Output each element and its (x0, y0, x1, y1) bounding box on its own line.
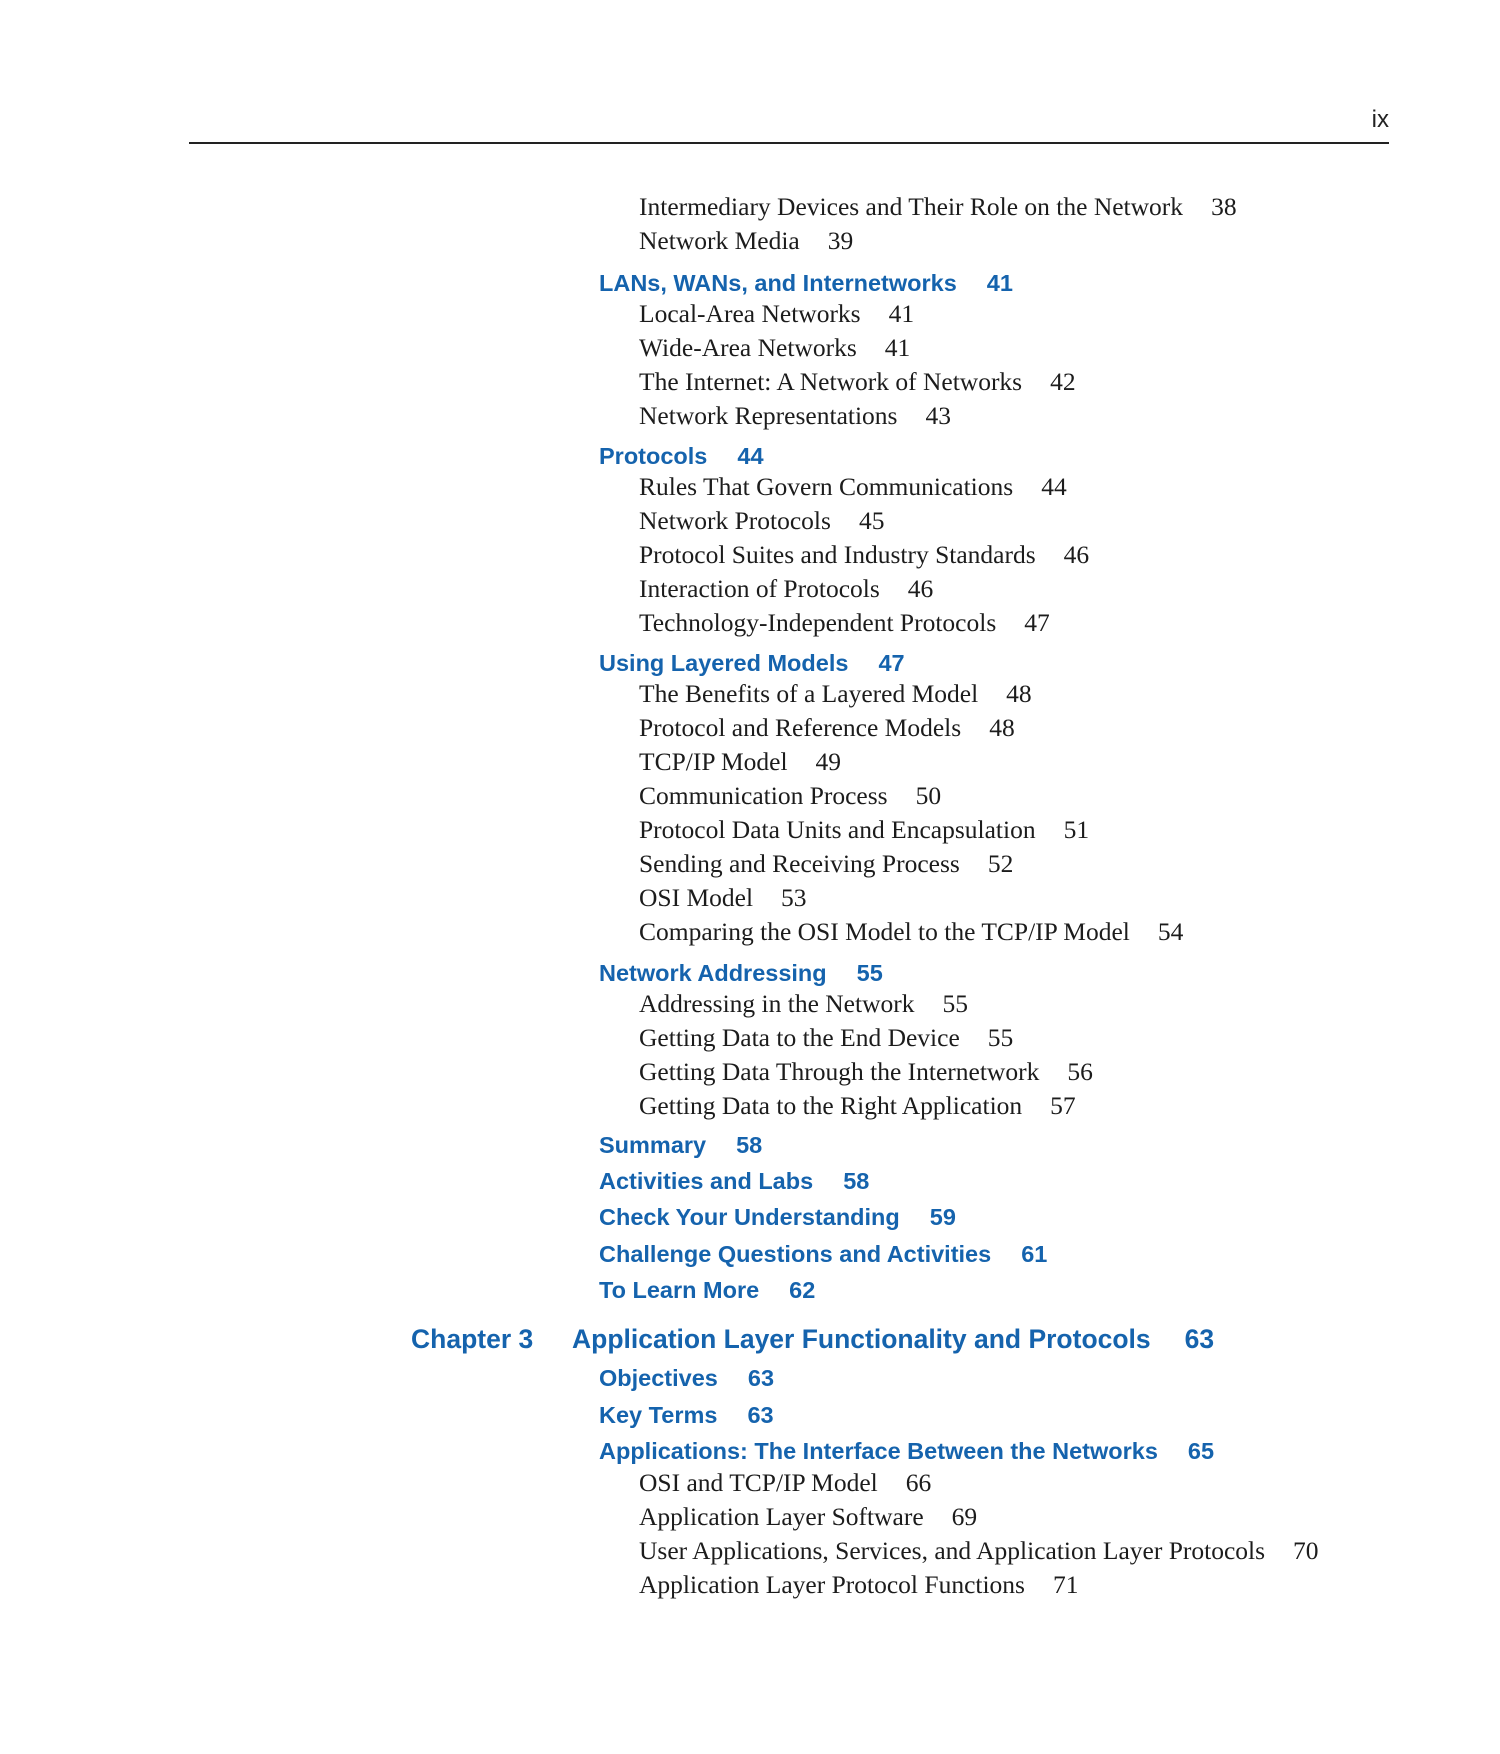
toc-section-title: Objectives (599, 1365, 718, 1391)
toc-entry (639, 1570, 1078, 1600)
toc-section-title: Check Your Understanding (599, 1204, 900, 1230)
toc-entry-page: 48 (989, 713, 1015, 742)
toc-entry-page: 50 (915, 781, 942, 810)
toc-section-heading (599, 1241, 1047, 1268)
toc-entry-page: 46 (907, 574, 934, 603)
toc-entry-title: OSI Model (639, 883, 754, 912)
toc-entry-title: The Internet: A Network of Networks (639, 367, 1023, 396)
toc-entry-page: 52 (987, 849, 1014, 878)
toc-entry-title: Getting Data to the Right Application (639, 1091, 1023, 1120)
toc-section-heading (599, 1365, 774, 1392)
toc-entry (639, 367, 1076, 397)
toc-entry-title: Intermediary Devices and Their Role on the Network (639, 192, 1184, 221)
toc-entry-page: 56 (1067, 1057, 1093, 1086)
toc-section-title: Summary (599, 1132, 707, 1158)
toc-entry-title: Network Representations (639, 401, 898, 430)
toc-entry-title: Getting Data Through the Internetwork (639, 1057, 1040, 1086)
toc-entry (639, 849, 1013, 879)
toc-section-page: 61 (1021, 1241, 1048, 1267)
toc-section-title: Key Terms (599, 1402, 718, 1428)
toc-chapter-heading (411, 1324, 1214, 1355)
toc-entry-title: Technology-Independent Protocols (639, 608, 997, 637)
toc-entry-page: 70 (1293, 1536, 1319, 1565)
chapter-page: 63 (1184, 1324, 1215, 1354)
toc-section-page: 63 (747, 1402, 774, 1428)
toc-section-title: Protocols (599, 443, 708, 469)
toc-entry (639, 472, 1067, 502)
toc-entry-title: User Applications, Services, and Application Layer Protocols (639, 1536, 1266, 1565)
toc-entry-title: Comparing the OSI Model to the TCP/IP Model (639, 917, 1130, 946)
toc-section-heading (599, 443, 764, 470)
toc-entry-page: 49 (815, 747, 842, 776)
toc-section-title: Challenge Questions and Activities (599, 1241, 992, 1267)
toc-entry-title: Application Layer Protocol Functions (639, 1570, 1025, 1599)
toc-section-heading (599, 1132, 762, 1159)
toc-entry-title: Protocol and Reference Models (639, 713, 962, 742)
toc-entry-page: 42 (1050, 367, 1076, 396)
toc-entry-title: The Benefits of a Layered Model (639, 679, 979, 708)
toc-entry (639, 1023, 1013, 1053)
toc-entry-title: Network Media (639, 226, 800, 255)
toc-entry (639, 1502, 977, 1532)
toc-entry-title: Network Protocols (639, 506, 831, 535)
toc-section-heading (599, 1168, 869, 1195)
toc-entry (639, 747, 841, 777)
toc-section-page: 62 (789, 1277, 816, 1303)
toc-entry-title: Local-Area Networks (639, 299, 861, 328)
toc-section-page: 55 (856, 960, 883, 986)
toc-entry-title: Protocol Data Units and Encapsulation (639, 815, 1036, 844)
toc-section-page: 58 (736, 1132, 763, 1158)
toc-section-heading (599, 1402, 774, 1429)
toc-entry-title: Sending and Receiving Process (639, 849, 960, 878)
toc-section-title: To Learn More (599, 1277, 760, 1303)
toc-entry-title: Interaction of Protocols (639, 574, 880, 603)
toc-entry (639, 679, 1032, 709)
toc-entry (639, 192, 1237, 222)
toc-entry-page: 45 (858, 506, 885, 535)
page-number: ix (1371, 106, 1389, 133)
toc-section-heading (599, 1204, 956, 1231)
toc-entry (639, 333, 910, 363)
toc-entry (639, 1468, 931, 1498)
toc-entry-title: Addressing in the Network (639, 989, 915, 1018)
toc-entry-page: 54 (1157, 917, 1184, 946)
toc-entry (639, 781, 941, 811)
toc-section-page: 65 (1187, 1438, 1215, 1464)
toc-entry-title: Protocol Suites and Industry Standards (639, 540, 1036, 569)
toc-entry-page: 47 (1024, 608, 1050, 637)
toc-entry-page: 48 (1006, 679, 1032, 708)
toc-entry-title: TCP/IP Model (639, 747, 788, 776)
toc-entry-title: OSI and TCP/IP Model (639, 1468, 878, 1497)
toc-entry (639, 917, 1183, 947)
toc-entry-page: 69 (951, 1502, 978, 1531)
toc-entry (639, 506, 884, 536)
toc-entry-page: 44 (1041, 472, 1067, 501)
toc-entry (639, 1536, 1319, 1566)
toc-section-heading (599, 1277, 815, 1304)
chapter-title: Application Layer Functionality and Protocols (572, 1324, 1151, 1354)
toc-section-page: 63 (747, 1365, 775, 1391)
toc-entry-page: 66 (905, 1468, 932, 1497)
toc-entry (639, 574, 933, 604)
toc-entry-page: 41 (888, 299, 915, 328)
toc-entry-page: 46 (1063, 540, 1090, 569)
toc-entry (639, 299, 914, 329)
toc-entry (639, 713, 1015, 743)
toc-section-heading (599, 1438, 1214, 1465)
toc-section-title: Using Layered Models (599, 650, 849, 676)
toc-entry-title: Rules That Govern Communications (639, 472, 1014, 501)
toc-entry-page: 38 (1211, 192, 1237, 221)
toc-entry-page: 71 (1052, 1570, 1079, 1599)
toc-entry-title: Application Layer Software (639, 1502, 924, 1531)
toc-section-page: 58 (843, 1168, 870, 1194)
toc-section-title: Applications: The Interface Between the Networks (599, 1438, 1158, 1464)
toc-entry (639, 1091, 1076, 1121)
toc-entry (639, 815, 1089, 845)
toc-section-heading (599, 650, 905, 677)
toc-entry (639, 989, 968, 1019)
toc-entry (639, 226, 853, 256)
toc-entry-page: 43 (925, 401, 951, 430)
toc-entry-title: Getting Data to the End Device (639, 1023, 960, 1052)
toc-section-title: LANs, WANs, and Internetworks (599, 270, 957, 296)
toc-entry (639, 608, 1050, 638)
toc-entry (639, 540, 1089, 570)
chapter-label: Chapter 3 (411, 1324, 534, 1354)
toc-entry (639, 1057, 1093, 1087)
toc-section-page: 41 (986, 270, 1013, 296)
toc-entry-page: 57 (1050, 1091, 1076, 1120)
toc-section-heading (599, 960, 883, 987)
toc-entry-page: 39 (827, 226, 854, 255)
toc-section-title: Network Addressing (599, 960, 827, 986)
toc-entry-title: Communication Process (639, 781, 888, 810)
toc-entry-page: 55 (942, 989, 968, 1018)
toc-entry-title: Wide-Area Networks (639, 333, 857, 362)
toc-section-title: Activities and Labs (599, 1168, 814, 1194)
toc-entry (639, 401, 951, 431)
toc-section-page: 59 (929, 1204, 956, 1230)
toc-section-page: 44 (737, 443, 764, 469)
toc-entry-page: 51 (1063, 815, 1090, 844)
toc-entry-page: 55 (987, 1023, 1014, 1052)
toc-entry-page: 53 (781, 883, 807, 912)
toc-entry (639, 883, 807, 913)
toc-section-page: 47 (878, 650, 905, 676)
toc-entry-page: 41 (884, 333, 911, 362)
toc-section-heading (599, 270, 1013, 297)
